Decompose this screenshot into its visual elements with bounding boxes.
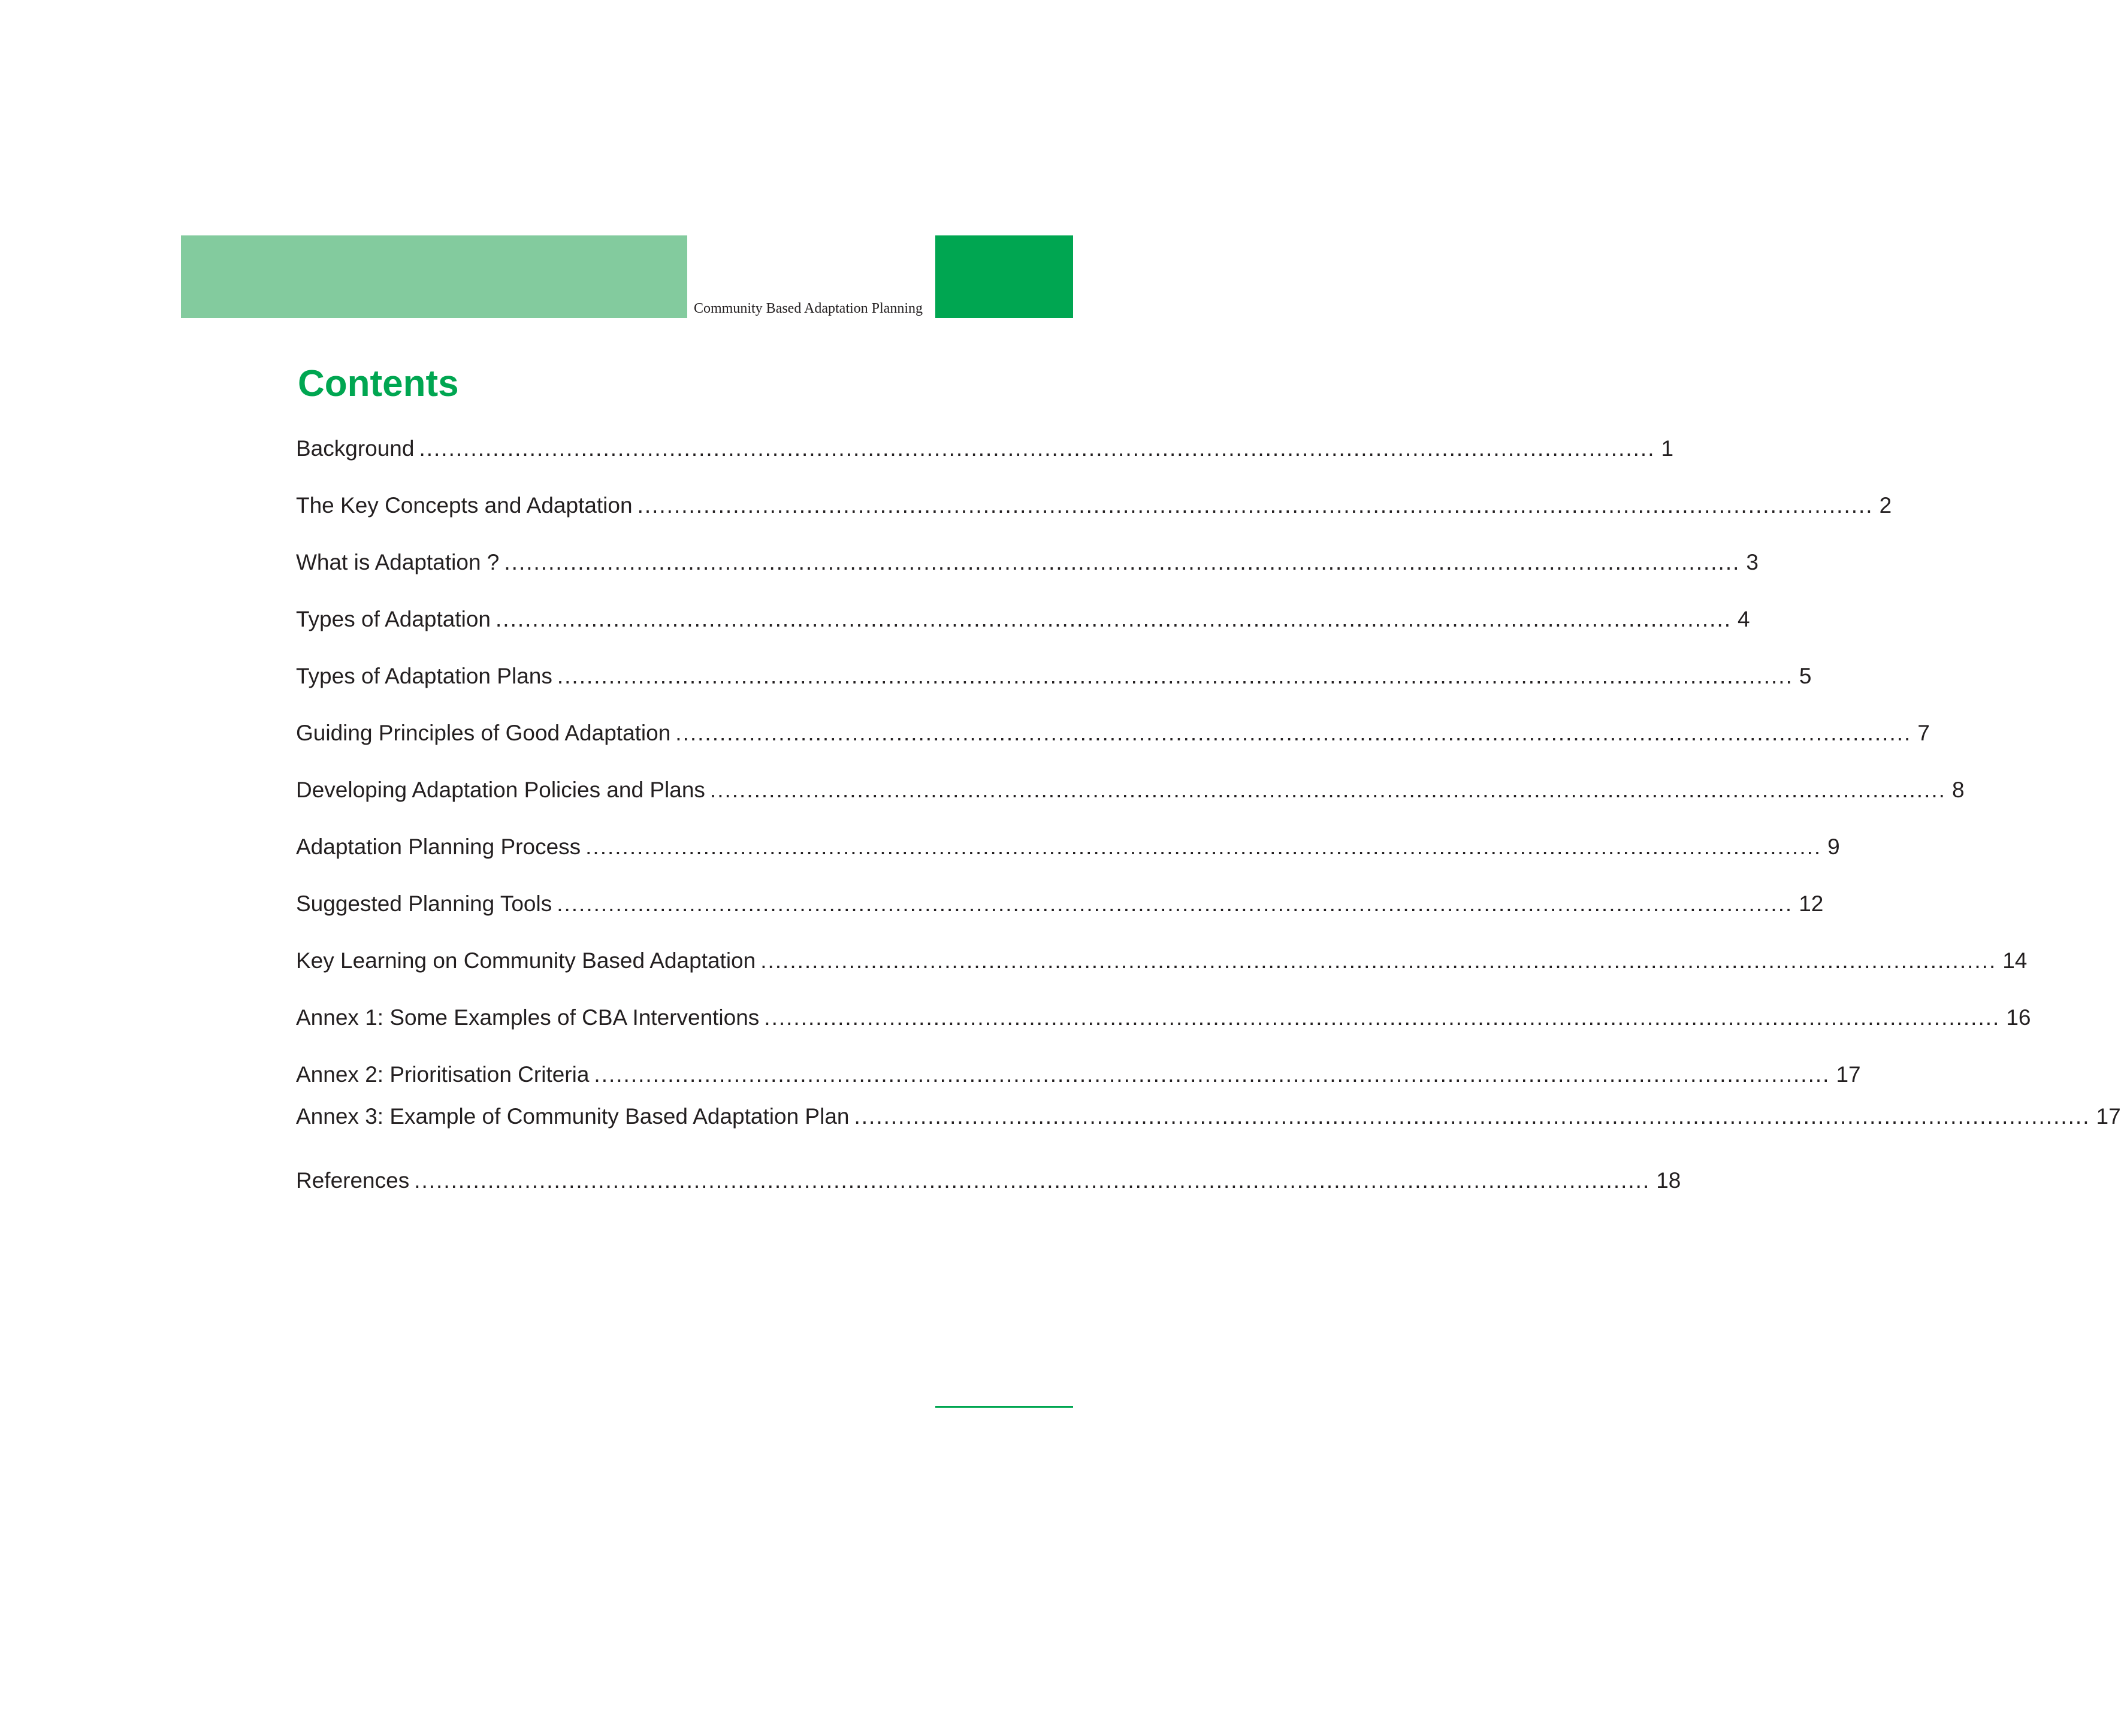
header-band-dark (935, 235, 1073, 318)
toc-page-number: 2 (1879, 493, 1892, 518)
header-band-light (181, 235, 687, 318)
toc-entry-label: Annex 3: Example of Community Based Adaptation Plan (296, 1104, 850, 1129)
toc-entry-types-of-adaptation[interactable] (296, 606, 1750, 633)
toc-entry-label: References (296, 1168, 410, 1193)
toc-entry-planning-tools[interactable] (296, 891, 1824, 917)
toc-page-number: 14 (2002, 948, 2028, 973)
toc-entry-key-learning[interactable] (296, 948, 2028, 974)
toc-entry-label: Annex 2: Prioritisation Criteria (296, 1062, 590, 1087)
toc-entry-label: Background (296, 436, 415, 461)
footer-rule (935, 1406, 1073, 1408)
toc-dot-leader: ........................................................................................................................................................................ (594, 1062, 1830, 1087)
toc-page-number: 16 (2006, 1005, 2031, 1030)
toc-entry-label: Adaptation Planning Process (296, 834, 581, 859)
toc-entry-label: Key Learning on Community Based Adaptation (296, 948, 756, 973)
toc-page-number: 1 (1661, 436, 1674, 461)
running-title: Community Based Adaptation Planning (694, 301, 923, 316)
toc-page-number: 8 (1951, 778, 1965, 802)
toc-entry-background[interactable] (296, 435, 1674, 462)
toc-entry-label: Guiding Principles of Good Adaptation (296, 721, 671, 745)
toc-entry-guiding-principles[interactable] (296, 720, 1930, 746)
toc-dot-leader: ........................................................................................................................................................................ (557, 664, 1793, 688)
toc-entry-references[interactable] (296, 1168, 1681, 1194)
toc-entry-label: Types of Adaptation Plans (296, 664, 552, 688)
toc-dot-leader: ........................................................................................................................................................................ (414, 1168, 1651, 1193)
toc-page-number: 17 (2096, 1104, 2121, 1129)
toc-dot-leader: ........................................................................................................................................................................ (504, 550, 1741, 574)
toc-entry-label: What is Adaptation ? (296, 550, 500, 574)
toc-dot-leader: ........................................................................................................................................................................ (419, 436, 1655, 461)
toc-entry-key-concepts[interactable] (296, 492, 1892, 519)
toc-dot-leader: ........................................................................................................................................................................ (495, 607, 1732, 631)
toc-entry-what-is-adaptation[interactable] (296, 549, 1759, 576)
toc-page-number: 9 (1827, 834, 1840, 859)
toc-entry-annex-2[interactable] (296, 1061, 1861, 1088)
toc-entry-label: Developing Adaptation Policies and Plans (296, 778, 705, 802)
toc-dot-leader: ........................................................................................................................................................................ (675, 721, 1912, 745)
toc-dot-leader: ........................................................................................................................................................................ (557, 891, 1793, 916)
toc-entry-planning-process[interactable] (296, 834, 1840, 860)
toc-entry-label: Annex 1: Some Examples of CBA Interventions (296, 1005, 760, 1030)
toc-entry-label: The Key Concepts and Adaptation (296, 493, 633, 518)
toc-entry-label: Suggested Planning Tools (296, 891, 552, 916)
toc-page-number: 5 (1799, 664, 1812, 688)
toc-page-number: 7 (1917, 721, 1930, 745)
toc-page-number: 4 (1738, 607, 1750, 631)
toc-page-number: 18 (1656, 1168, 1681, 1193)
toc-page-number: 3 (1746, 550, 1759, 574)
toc-dot-leader: ........................................................................................................................................................................ (637, 493, 1874, 518)
toc-dot-leader: ........................................................................................................................................................................ (854, 1104, 2090, 1129)
toc-entry-types-of-adaptation-plans[interactable] (296, 663, 1812, 689)
toc-dot-leader: ........................................................................................................................................................................ (585, 834, 1822, 859)
toc-dot-leader: ........................................................................................................................................................................ (764, 1005, 2001, 1030)
toc-entry-developing-policies[interactable] (296, 777, 1965, 803)
toc-page-number: 12 (1799, 891, 1824, 916)
toc-entry-annex-3[interactable] (296, 1103, 2121, 1130)
toc-dot-leader: ........................................................................................................................................................................ (709, 778, 1946, 802)
toc-dot-leader: ........................................................................................................................................................................ (760, 948, 1997, 973)
page-title: Contents (298, 363, 459, 404)
toc-entry-label: Types of Adaptation (296, 607, 491, 631)
toc-entry-annex-1[interactable] (296, 1005, 2031, 1031)
toc-page-number: 17 (1836, 1062, 1861, 1087)
